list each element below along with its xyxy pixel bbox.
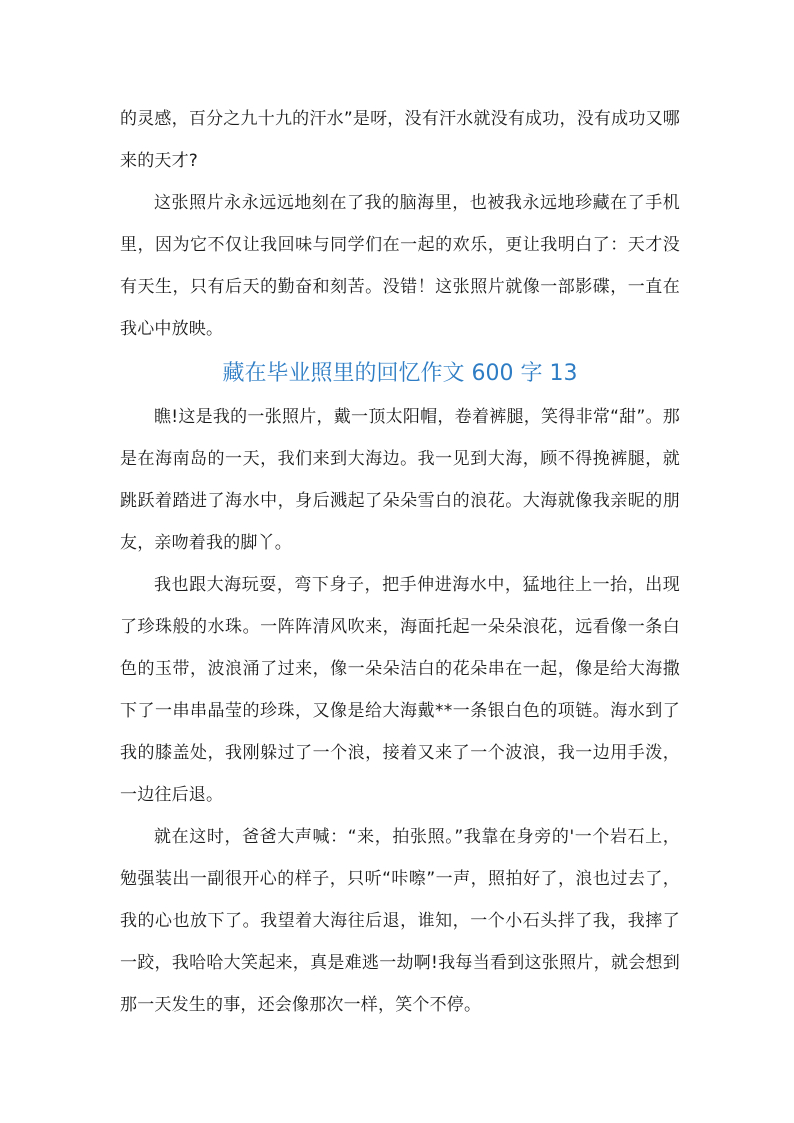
essay-heading: 藏在毕业照里的回忆作文 600 字 13: [222, 361, 578, 386]
paragraph-playing-sea: 我也跟大海玩耍，弯下身子，把手伸进海水中，猛地往上一抬，出现了珍珠般的水珠。一阵阵清风吹来，海面托起一朵朵浪花，远看像一条白色的玉带，波浪涌了过来，像一朵朵洁白的花朵串在一起，像是给大海撒下了一串串晶莹的珍珠，又像是给大海戴**一条银白色的项链。海水到了我的膝盖处，我刚躲过了一个浪，接着又来了一个波浪，我一边用手泼，一边往后退。: [120, 575, 680, 805]
paragraph-photo-memory: 这张照片永永远远地刻在了我的脑海里，也被我永远地珍藏在了手机里，因为它不仅让我回味与同学们在一起的欢乐，更让我明白了：天才没有天生，只有后天的勤奋和刻苦。没错！这张照片就像一部影碟，一直在我心中放映。: [120, 193, 680, 339]
document-body: [120, 98, 680, 1026]
paragraph-continued: 的灵感，百分之九十九的汗水”是呀，没有汗水就没有成功，没有成功又哪来的天才?: [120, 109, 680, 171]
paragraph-taking-photo: 就在这时，爸爸大声喊：“来，拍张照。”我靠在身旁的'一个岩石上，勉强装出一副很开心的样子，只听“咔嚓”一声，照拍好了，浪也过去了，我的心也放下了。我望着大海往后退，谁知，一个小石头拌了我，我摔了一跤，我哈哈大笑起来，真是难逃一劫啊!我每当看到这张照片，就会想到那一天发生的事，还会像那次一样，笑个不停。: [120, 827, 680, 1015]
paragraph-beach-photo: 瞧!这是我的一张照片，戴一顶太阳帽，卷着裤腿，笑得非常“甜”。那是在海南岛的一天，我们来到大海边。我一见到大海，顾不得挽裤腿，就跳跃着踏进了海水中，身后溅起了朵朵雪白的浪花。大海就像我亲昵的朋友，亲吻着我的脚丫。: [120, 407, 680, 553]
